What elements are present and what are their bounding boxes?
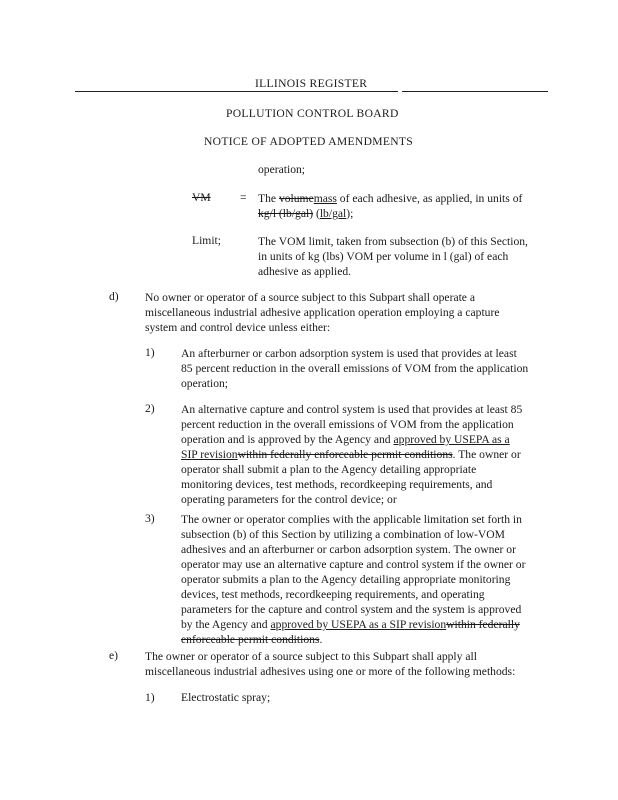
vm-line2: kg/l (lb/gal) (lb/gal); bbox=[258, 207, 354, 220]
e1-label: 1) bbox=[145, 691, 155, 704]
d2-label: 2) bbox=[145, 402, 155, 415]
section-e-text: The owner or operator of a source subject to this Subpart shall apply all miscellaneous industrial adhesives using one or more of the following methods: bbox=[145, 650, 516, 678]
d1-text: An afterburner or carbon adsorption system is used that provides at least 85 percent reduction in the overall emissions of VOM from the application operation; bbox=[181, 347, 529, 390]
section-d-label: d) bbox=[109, 290, 119, 303]
vm-definition bbox=[258, 191, 522, 221]
d3-label: 3) bbox=[145, 512, 155, 525]
vm-eq: = bbox=[240, 191, 247, 204]
vm-line1: The volumemass of each adhesive, as applied, in units of bbox=[258, 192, 523, 205]
e1-text: Electrostatic spray; bbox=[181, 691, 271, 704]
d2-text: An alternative capture and control system is used that provides at least 85 percent reduction in the overall emissions of VOM from the application operation and is approved by the Agency and approved by USEPA as a SIP revisionwithin federally enforceable permit conditions. The owner or operator shall submit a plan to the Agency detailing appropriate monitoring devices, test methods, recordkeeping requirements, and operating parameters for the control device; or bbox=[181, 403, 523, 506]
section-e-label: e) bbox=[109, 649, 119, 662]
board-title: POLLUTION CONTROL BOARD bbox=[226, 107, 399, 120]
notice-title: NOTICE OF ADOPTED AMENDMENTS bbox=[204, 135, 414, 148]
limit-definition: The VOM limit, taken from subsection (b) of this Section, in units of kg (lbs) VOM per volume in l (gal) of each adhesive as applied. bbox=[258, 235, 528, 278]
top-fragment: operation; bbox=[258, 163, 306, 176]
vm-term bbox=[192, 191, 211, 204]
section-d-text: No owner or operator of a source subject to this Subpart shall operate a miscellaneous industrial adhesive application operation employing a capture system and control device unless either: bbox=[145, 291, 500, 334]
d1-label: 1) bbox=[145, 346, 155, 359]
limit-term: Limit; bbox=[192, 234, 221, 247]
d3-text: The owner or operator complies with the applicable limitation set forth in subsection (b) of this Section by utilizing a combination of low-VOM adhesives and an afterburner or carbon adsorption system. The owner or operator may use an alternative capture and control system if the owner or operator submits a plan to the Agency detailing appropriate monitoring devices, test methods, recordkeeping requirements, and operating parameters for the capture and control system and the system is approved by the Agency and approved by USEPA as a SIP revisionwithin federally enforceable permit conditions. bbox=[181, 513, 526, 646]
header-rule-left bbox=[75, 91, 398, 92]
header-rule-right bbox=[402, 91, 548, 92]
vm-term-text: VM bbox=[192, 191, 211, 204]
register-title: ILLINOIS REGISTER bbox=[255, 77, 368, 90]
